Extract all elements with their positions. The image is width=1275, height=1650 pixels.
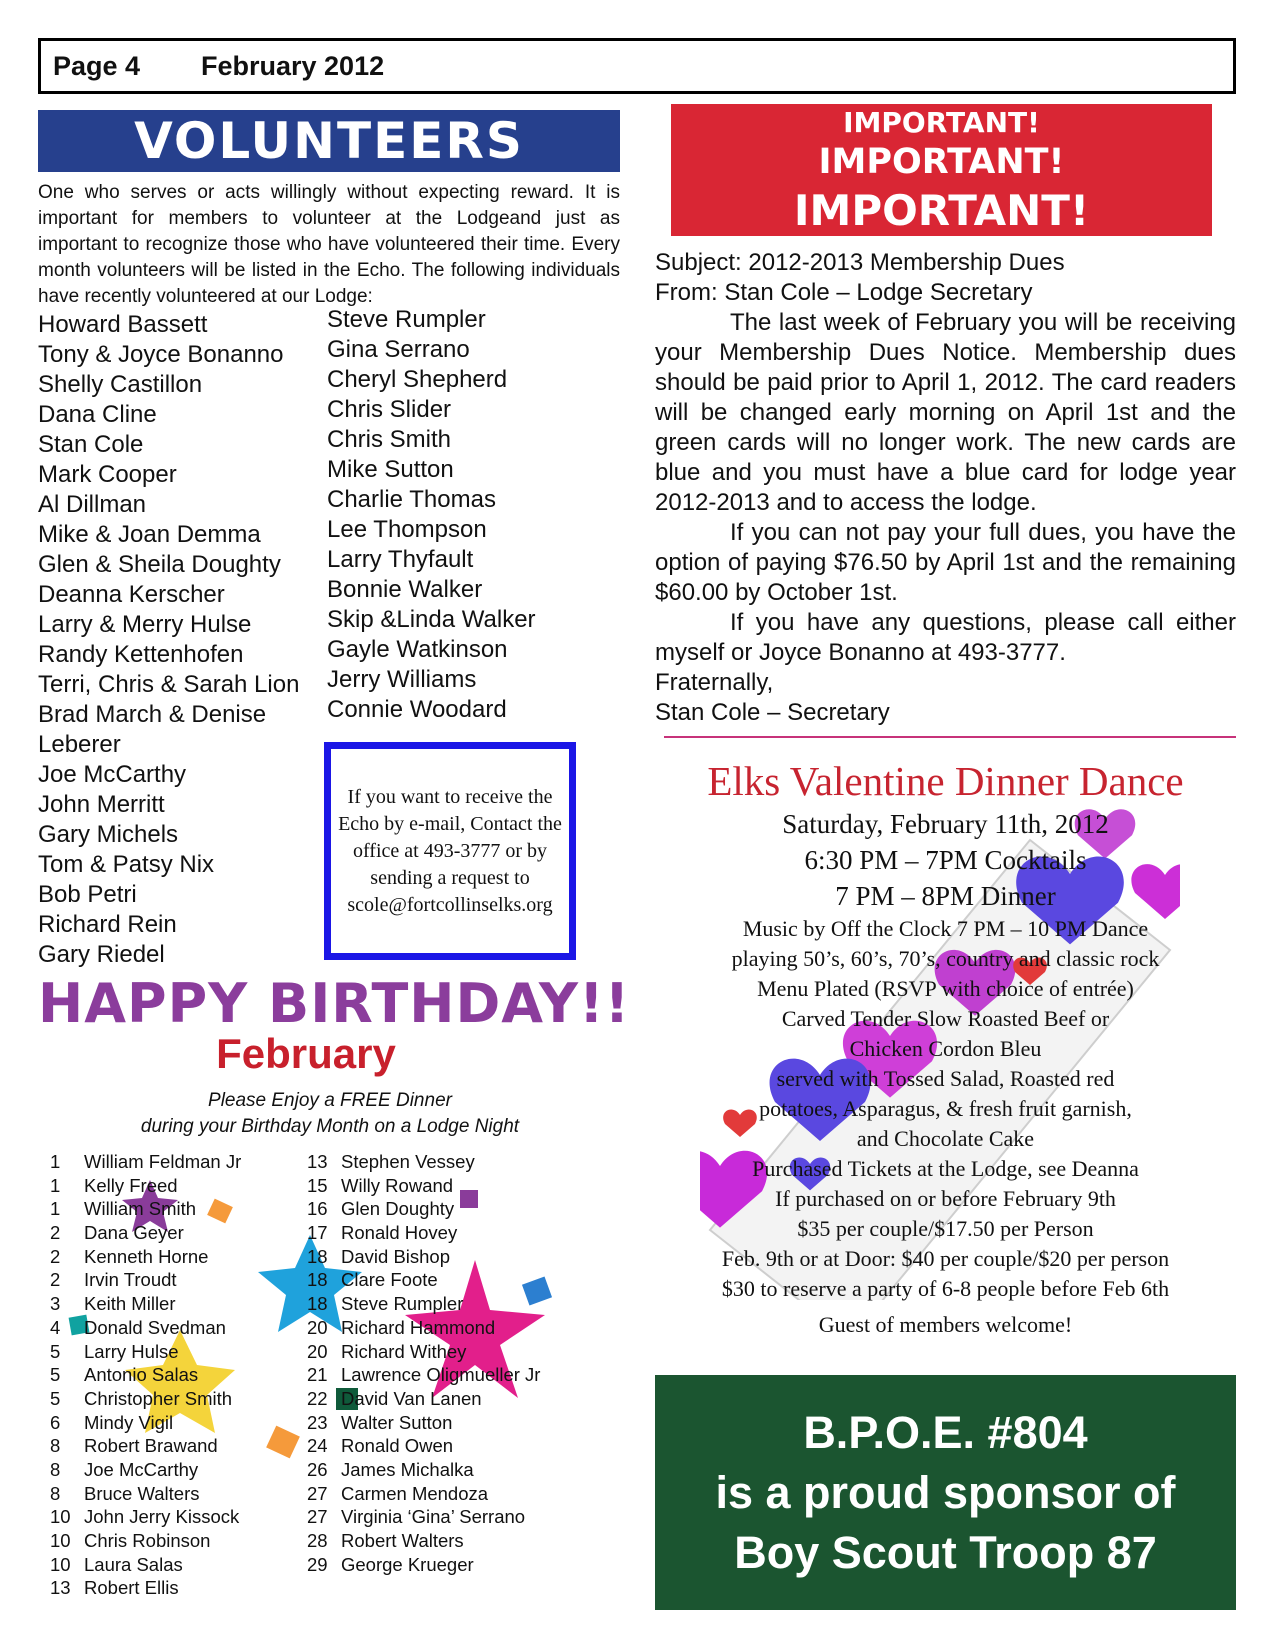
birthday-row xyxy=(50,1576,290,1600)
birthday-name: Donald Svedman xyxy=(84,1316,226,1338)
volunteer-name: Tom & Patsy Nix xyxy=(38,851,215,878)
birthday-name: Robert Walters xyxy=(341,1530,464,1551)
birthday-name: John Jerry Kissock xyxy=(84,1506,240,1528)
birthday-name: Richard Hammond xyxy=(341,1316,496,1338)
birthday-name: Kenneth Horne xyxy=(84,1245,209,1267)
valentine-guests: Guest of members welcome! xyxy=(818,1312,1073,1337)
birthday-list-right xyxy=(307,1150,587,1576)
birthday-row xyxy=(50,1340,290,1364)
birthday-row xyxy=(307,1340,587,1364)
birthday-name: David Van Lanen xyxy=(341,1387,482,1409)
birthday-name: Ronald Owen xyxy=(341,1435,454,1457)
birthday-day: 2 xyxy=(50,1222,61,1244)
echo-email-notice xyxy=(324,742,576,960)
birthday-name: Irvin Troudt xyxy=(84,1269,177,1291)
birthday-day: 10 xyxy=(50,1506,71,1528)
volunteer-name: Leberer xyxy=(38,731,121,758)
valentine-detail-line: and Chocolate Cake xyxy=(856,1126,1035,1151)
bpoe-line-2: is a proud sponsor of xyxy=(715,1466,1176,1518)
volunteer-name: Cheryl Shepherd xyxy=(327,366,508,393)
birthday-day: 10 xyxy=(50,1530,71,1551)
volunteer-name: Steve Rumpler xyxy=(327,306,486,333)
valentine-detail-line: potatoes, Asparagus, & fresh fruit garnish, xyxy=(759,1096,1132,1121)
birthday-day: 5 xyxy=(50,1364,61,1386)
birthday-day: 18 xyxy=(307,1245,328,1267)
birthday-row xyxy=(307,1245,587,1269)
birthday-subtitle xyxy=(0,1088,660,1140)
volunteer-name: Mike & Joan Demma xyxy=(38,521,261,548)
birthday-row xyxy=(307,1150,587,1174)
valentine-detail-line: $30 to reserve a party of 6-8 people before Feb 6th xyxy=(721,1276,1170,1301)
valentine-detail-line: If purchased on or before February 9th xyxy=(775,1186,1116,1211)
birthday-row xyxy=(307,1174,587,1198)
birthday-day: 10 xyxy=(50,1553,71,1575)
birthday-row xyxy=(50,1411,290,1435)
birthday-month: February xyxy=(216,1030,396,1077)
volunteer-name: Richard Rein xyxy=(38,911,177,938)
birthday-row xyxy=(50,1387,290,1411)
birthday-row xyxy=(307,1292,587,1316)
birthday-day: 27 xyxy=(307,1506,328,1528)
birthday-day: 4 xyxy=(50,1316,61,1338)
volunteer-name: Al Dillman xyxy=(38,491,147,518)
section-divider xyxy=(664,736,1236,738)
volunteer-name: Gayle Watkinson xyxy=(327,636,508,663)
volunteer-name: Brad March & Denise xyxy=(38,701,267,728)
birthday-name: Kelly Freed xyxy=(84,1174,178,1196)
valentine-dinner: 7 PM – 8PM Dinner xyxy=(835,881,1056,911)
birthday-name: David Bishop xyxy=(341,1245,451,1267)
birthday-name: Virginia ‘Gina’ Serrano xyxy=(341,1506,526,1528)
birthday-name: Bruce Walters xyxy=(84,1482,200,1504)
birthday-name: Chris Robinson xyxy=(84,1530,211,1551)
birthday-day: 1 xyxy=(50,1174,61,1196)
notice-from: From: Stan Cole – Lodge Secretary xyxy=(655,279,1033,306)
birthday-name: Carmen Mendoza xyxy=(341,1482,489,1504)
volunteer-name: Larry Thyfault xyxy=(327,546,474,573)
birthday-row xyxy=(307,1529,587,1553)
birthday-day: 2 xyxy=(50,1245,61,1267)
birthday-row xyxy=(307,1434,587,1458)
birthday-row xyxy=(50,1363,290,1387)
volunteer-name: Tony & Joyce Bonanno xyxy=(38,341,284,368)
birthday-name: Robert Ellis xyxy=(84,1577,179,1599)
birthday-day: 26 xyxy=(307,1458,328,1480)
birthday-row xyxy=(50,1505,290,1529)
birthday-name: Stephen Vessey xyxy=(341,1151,475,1172)
important-line-1: IMPORTANT! xyxy=(843,106,1040,139)
birthday-row xyxy=(50,1458,290,1482)
birthday-row xyxy=(50,1197,290,1221)
notice-paragraph-3: If you have any questions, please call either myself or Joyce Bonanno at 493-3777. xyxy=(655,609,1236,666)
volunteer-name: Bob Petri xyxy=(38,881,137,908)
volunteer-name: Bonnie Walker xyxy=(327,576,483,603)
birthday-subtitle-line1: Please Enjoy a FREE Dinner xyxy=(208,1090,452,1111)
birthday-day: 1 xyxy=(50,1151,61,1172)
volunteer-name: Howard Bassett xyxy=(38,311,208,338)
birthday-day: 13 xyxy=(307,1151,328,1172)
birthday-name: Steve Rumpler xyxy=(341,1293,464,1315)
birthday-day: 20 xyxy=(307,1316,328,1338)
birthday-row xyxy=(50,1434,290,1458)
birthday-row xyxy=(307,1268,587,1292)
birthday-day: 21 xyxy=(307,1364,328,1386)
birthday-day: 18 xyxy=(307,1293,328,1315)
birthday-day: 18 xyxy=(307,1269,328,1291)
valentine-detail-line: playing 50’s, 60’s, 70’s, country and classic rock xyxy=(731,946,1160,971)
notice-paragraph-2: If you can not pay your full dues, you have the option of paying $76.50 by April 1st and the remaining $60.00 by October 1st. xyxy=(655,519,1236,606)
volunteer-name: Dana Cline xyxy=(38,401,157,428)
birthday-name: William Smith xyxy=(84,1198,197,1220)
bpoe-line-1: B.P.O.E. #804 xyxy=(803,1406,1088,1458)
volunteers-banner: VOLUNTEERS xyxy=(38,110,620,172)
birthday-row xyxy=(50,1553,290,1577)
valentine-dance-flyer xyxy=(655,756,1236,1340)
birthday-day: 29 xyxy=(307,1553,328,1575)
birthday-day: 17 xyxy=(307,1222,328,1244)
membership-dues-notice xyxy=(655,248,1236,728)
volunteers-list-left xyxy=(38,310,299,970)
volunteer-name: Gina Serrano xyxy=(327,336,470,363)
birthday-row xyxy=(50,1150,290,1174)
birthday-name: George Krueger xyxy=(341,1553,474,1575)
volunteer-name: Chris Smith xyxy=(327,426,452,453)
valentine-detail-line: Music by Off the Clock 7 PM – 10 PM Dance xyxy=(742,916,1149,941)
volunteer-name: Gary Riedel xyxy=(38,941,165,968)
birthday-row xyxy=(50,1221,290,1245)
valentine-date: Saturday, February 11th, 2012 xyxy=(782,809,1109,839)
birthday-list-left xyxy=(50,1150,290,1600)
birthday-name: William Feldman Jr xyxy=(84,1151,242,1172)
valentine-detail-line: Purchased Tickets at the Lodge, see Deanna xyxy=(752,1156,1139,1181)
valentine-detail-line: Chicken Cordon Bleu xyxy=(849,1036,1042,1061)
birthday-day: 8 xyxy=(50,1458,61,1480)
important-banner xyxy=(671,104,1212,236)
valentine-detail-line: $35 per couple/$17.50 per Person xyxy=(797,1216,1094,1241)
birthday-row xyxy=(307,1387,587,1411)
birthday-day: 16 xyxy=(307,1198,328,1220)
valentine-detail-line: Carved Tender Slow Roasted Beef or xyxy=(781,1006,1110,1031)
birthday-name: Richard Withey xyxy=(341,1340,467,1362)
volunteer-name: Joe McCarthy xyxy=(38,761,187,788)
volunteer-name: Deanna Kerscher xyxy=(38,581,225,608)
notice-subject: Subject: 2012-2013 Membership Dues xyxy=(655,249,1065,276)
birthday-name: Glen Doughty xyxy=(341,1198,455,1220)
birthday-day: 5 xyxy=(50,1340,61,1362)
notice-paragraph-1: The last week of February you will be receiving your Membership Dues Notice. Membership dues should be paid prior to April 1, 2012. The card readers will be changed early morning on April 1st and the green cards will no longer work. The new cards are blue and you must have a blue card for lodge year 2012-2013 and to access the lodge. xyxy=(655,309,1236,516)
volunteer-name: Mark Cooper xyxy=(38,461,177,488)
birthday-day: 20 xyxy=(307,1340,328,1362)
birthday-row xyxy=(50,1529,290,1553)
birthday-row xyxy=(50,1292,290,1316)
volunteer-name: Randy Kettenhofen xyxy=(38,641,244,668)
birthday-name: Dana Geyer xyxy=(84,1222,184,1244)
valentine-title: Elks Valentine Dinner Dance xyxy=(707,758,1184,804)
volunteer-name: Gary Michels xyxy=(38,821,179,848)
birthday-name: Keith Miller xyxy=(84,1293,176,1315)
volunteers-intro: One who serves or acts willingly without expecting reward. It is important for members to volunteer at the Lodgeand just as important to recognize those who have volunteered their time. Every month volunteers will be listed in the Echo. The following individuals have recently volunteered at our Lodge: xyxy=(38,182,620,307)
echo-email-text: If you want to receive the Echo by e-mail, Contact the office at 493-3777 or by sending a request to scole@fortcollinselks.org xyxy=(338,785,562,916)
birthday-name: Antonio Salas xyxy=(84,1364,199,1386)
birthday-day: 2 xyxy=(50,1269,61,1291)
volunteer-name: Terri, Chris & Sarah Lion xyxy=(38,671,300,698)
volunteer-name: Mike Sutton xyxy=(327,456,454,483)
birthday-day: 3 xyxy=(50,1293,61,1315)
volunteer-name: Connie Woodard xyxy=(327,696,507,723)
bpoe-line-3: Boy Scout Troop 87 xyxy=(734,1526,1157,1578)
birthday-name: Larry Hulse xyxy=(84,1340,179,1362)
birthday-row xyxy=(50,1245,290,1269)
volunteer-name: Chris Slider xyxy=(327,396,452,423)
birthday-day: 1 xyxy=(50,1198,61,1220)
birthday-day: 8 xyxy=(50,1435,61,1457)
valentine-detail-line: served with Tossed Salad, Roasted red xyxy=(776,1066,1115,1091)
birthday-day: 15 xyxy=(307,1174,328,1196)
birthday-name: James Michalka xyxy=(341,1458,474,1480)
birthday-row xyxy=(307,1197,587,1221)
volunteer-name: Shelly Castillon xyxy=(38,371,203,398)
volunteer-name: Lee Thompson xyxy=(327,516,487,543)
important-line-2: IMPORTANT! xyxy=(818,142,1065,182)
birthday-day: 8 xyxy=(50,1482,61,1504)
birthday-name: Laura Salas xyxy=(84,1553,183,1575)
birthday-name: Walter Sutton xyxy=(341,1411,453,1433)
birthday-row xyxy=(307,1505,587,1529)
notice-signature: Stan Cole – Secretary xyxy=(655,699,890,726)
page-number: Page 4 xyxy=(53,51,141,81)
birthday-day: 24 xyxy=(307,1435,328,1457)
birthday-row xyxy=(50,1316,290,1340)
valentine-detail-line: Feb. 9th or at Door: $40 per couple/$20 per person xyxy=(721,1246,1170,1271)
bpoe-sponsor-box xyxy=(655,1375,1236,1610)
volunteers-list-right xyxy=(327,305,536,725)
birthday-name: Lawrence Oligmueller Jr xyxy=(341,1364,541,1386)
birthday-row xyxy=(307,1458,587,1482)
birthday-name: Clare Foote xyxy=(341,1269,438,1291)
birthday-day: 13 xyxy=(50,1577,71,1599)
birthday-name: Christopher Smith xyxy=(84,1387,233,1409)
birthday-day: 5 xyxy=(50,1387,61,1409)
birthday-day: 22 xyxy=(307,1387,328,1409)
issue-date: February 2012 xyxy=(201,51,385,81)
birthday-row xyxy=(307,1411,587,1435)
birthday-name: Joe McCarthy xyxy=(84,1458,199,1480)
volunteer-name: Charlie Thomas xyxy=(327,486,496,513)
birthday-row xyxy=(307,1363,587,1387)
important-line-3: IMPORTANT! xyxy=(793,186,1090,235)
birthday-day: 27 xyxy=(307,1482,328,1504)
birthday-title: HAPPY BIRTHDAY!! xyxy=(38,972,631,1035)
volunteer-name: John Merritt xyxy=(38,791,165,818)
birthday-row xyxy=(307,1221,587,1245)
birthday-row xyxy=(50,1482,290,1506)
volunteer-name: Jerry Williams xyxy=(327,666,477,693)
birthday-row xyxy=(307,1316,587,1340)
birthday-name: Willy Rowand xyxy=(341,1174,454,1196)
volunteer-name: Larry & Merry Hulse xyxy=(38,611,252,638)
notice-closing: Fraternally, xyxy=(655,669,774,696)
volunteer-name: Skip &Linda Walker xyxy=(327,606,536,633)
page-header xyxy=(38,38,1236,94)
birthday-name: Robert Brawand xyxy=(84,1435,218,1457)
birthday-row xyxy=(50,1174,290,1198)
birthday-day: 6 xyxy=(50,1411,61,1433)
valentine-details xyxy=(655,914,1236,1304)
birthday-day: 28 xyxy=(307,1530,328,1551)
birthday-row xyxy=(307,1482,587,1506)
birthday-day: 23 xyxy=(307,1411,328,1433)
volunteer-name: Stan Cole xyxy=(38,431,144,458)
birthday-row xyxy=(50,1268,290,1292)
birthday-name: Ronald Hovey xyxy=(341,1222,458,1244)
volunteer-name: Glen & Sheila Doughty xyxy=(38,551,281,578)
valentine-cocktails: 6:30 PM – 7PM Cocktails xyxy=(804,845,1087,875)
birthday-name: Mindy Vigil xyxy=(84,1411,174,1433)
valentine-detail-line: Menu Plated (RSVP with choice of entrée) xyxy=(757,976,1134,1001)
birthday-subtitle-line2: during your Birthday Month on a Lodge Night xyxy=(140,1116,520,1137)
birthday-row xyxy=(307,1553,587,1577)
